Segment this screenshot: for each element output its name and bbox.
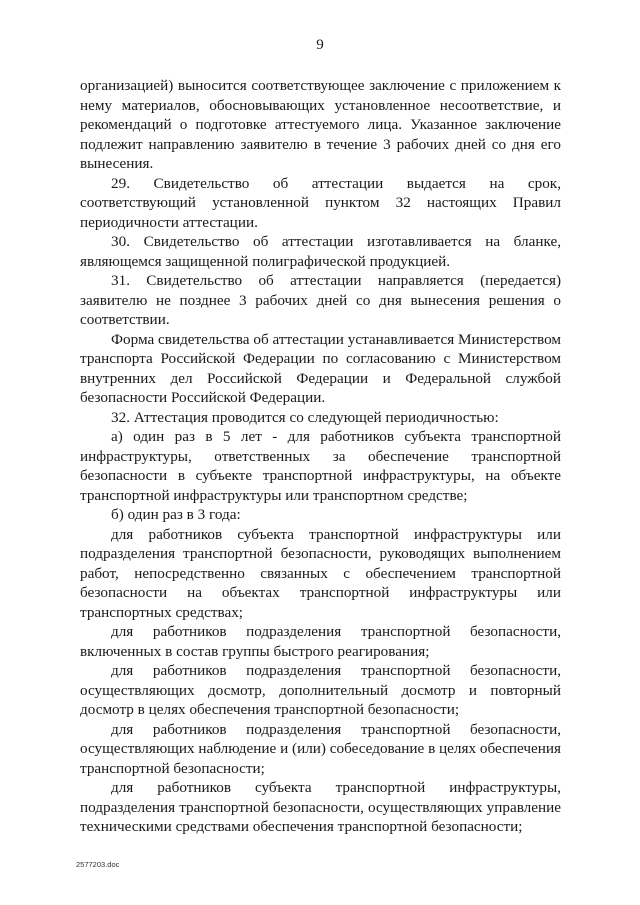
paragraph-item-32: 32. Аттестация проводится со следующей периодичностью:	[111, 408, 499, 426]
paragraph-item-31: 31. Свидетельство об аттестации направляется (передается) заявителю не позднее 3 рабочих дней со дня вынесения решения о соответствии.	[80, 272, 561, 328]
paragraph-list-item: для работников подразделения транспортной безопасности, осуществляющих наблюдение и (или) собеседование в целях обеспечения транспортной безопасности;	[80, 720, 561, 777]
page-number: 9	[316, 37, 324, 53]
footer-filename: 2577203.doc	[76, 860, 120, 869]
paragraph-item-29: 29. Свидетельство об аттестации выдается на срок, соответствующий установленной пунктом 32 настоящих Правил периодичности аттестации.	[80, 174, 561, 231]
paragraph-subitem-a: а) один раз в 5 лет - для работников субъекта транспортной инфраструктуры, ответственных за обеспечение транспортной безопасности в субъекте транспортной инфраструктуры, на объекте транспортной инфраструктуры или транспортном средстве;	[80, 428, 561, 504]
paragraph-list-item: для работников подразделения транспортной безопасности, осуществляющих досмотр, дополнительный досмотр и повторный досмотр в целях обеспечения транспортной безопасности;	[80, 662, 561, 718]
document-body	[80, 76, 561, 837]
paragraph-subitem-b: б) один раз в 3 года:	[111, 506, 241, 523]
paragraph-continuation: организацией) выносится соответствующее заключение с приложением к нему материалов, обосновывающих установленное несоответствие, и рекомендаций о подготовке аттестуемого лица. Указанное заключение подлежит направлению заявителю в течение 3 рабочих дней со дня его вынесения.	[80, 77, 561, 172]
paragraph-certificate-form: Форма свидетельства об аттестации устанавливается Министерством транспорта Российской Федерации по согласованию с Министерством внутренних дел Российской Федерации и Федеральной службой безопасности Российской Федерации.	[80, 330, 561, 406]
paragraph-list-item: для работников субъекта транспортной инфраструктуры или подразделения транспортной безопасности, руководящих выполнением работ, непосредственно связанных с обеспечением транспортной безопасности на объектах транспортной инфраструктуры или транспортных средствах;	[80, 525, 561, 621]
paragraph-list-item: для работников субъекта транспортной инфраструктуры, подразделения транспортной безопасности, осуществляющих управление техническими средствами обеспечения транспортной безопасности;	[80, 779, 561, 835]
paragraph-list-item: для работников подразделения транспортной безопасности, включенных в состав группы быстрого реагирования;	[80, 623, 561, 660]
paragraph-item-30: 30. Свидетельство об аттестации изготавливается на бланке, являющемся защищенной полиграфической продукцией.	[80, 233, 561, 270]
